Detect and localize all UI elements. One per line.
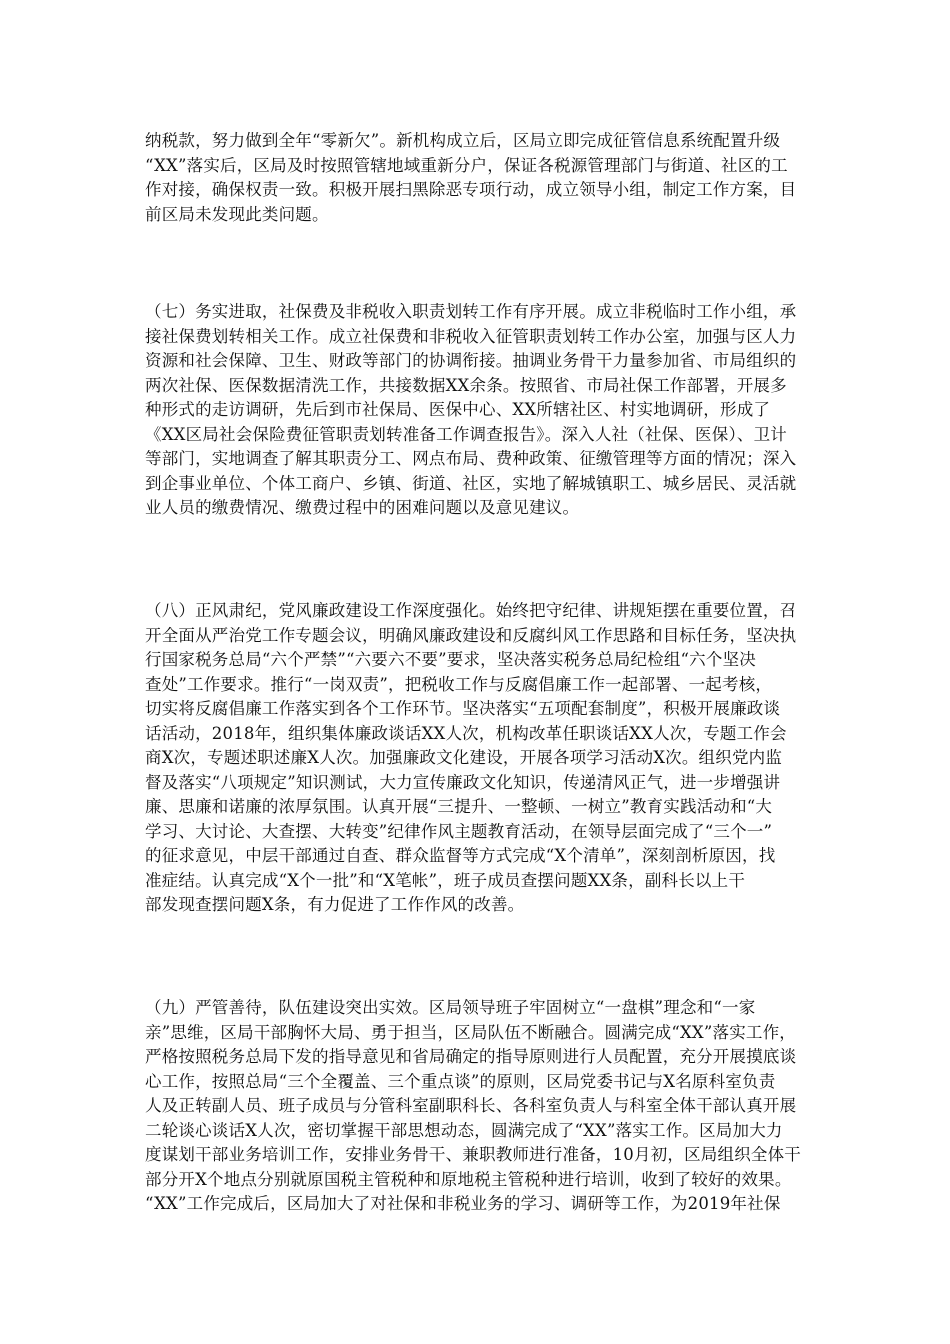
text-line: 《XX区局社会保险费征管职责划转准备工作调查报告》。深入人社（社保、医保）、卫计 bbox=[145, 424, 787, 444]
text-line: 纳税款，努力做到全年“零新欠”。新机构成立后，区局立即完成征管信息系统配置升级 bbox=[145, 131, 781, 150]
text-line: 学习、大讨论、大查摆、大转变”纪律作风主题教育活动，在领导层面完成了“三个一” bbox=[145, 821, 773, 841]
text-line: 人及正转副人员、班子成员与分管科室副职科长、各科室负责人与科室全体干部认真开展 bbox=[145, 1096, 797, 1115]
text-line: “XX”工作完成后，区局加大了对社保和非税业务的学习、调研等工作，为2019年社保 bbox=[145, 1194, 781, 1213]
text-line: 开全面从严治党工作专题会议，明确风廉政建设和反腐纠风工作思路和目标任务，坚决执 bbox=[145, 625, 797, 645]
text-line: “XX”落实后，区局及时按照管辖地域重新分户，保证各税源管理部门与街道、社区的工 bbox=[145, 155, 788, 175]
text-line: 行国家税务总局“六个严禁”“六要六不要”要求，坚决落实税务总局纪检组“六个坚决 bbox=[145, 650, 756, 669]
text-line: 商X次，专题述职述廉X人次。加强廉政文化建设，开展各项学习活动X次。组织党内监 bbox=[145, 748, 783, 767]
text-line: 廉、思廉和诺廉的浓厚氛围。认真开展“三提升、一整顿、一树立”教育实践活动和“大 bbox=[145, 797, 773, 816]
text-line: 资源和社会保障、卫生、财政等部门的协调衔接。抽调业务骨干力量参加省、市局组织的 bbox=[145, 351, 797, 370]
text-line: 查处”工作要求。推行“一岗双责”，把税收工作与反腐倡廉工作一起部署、一起考核， bbox=[145, 674, 773, 694]
text-line: 到企事业单位、个体工商户、乡镇、街道、社区，实地了解城镇职工、城乡居民、灵活就 bbox=[145, 473, 797, 493]
text-line: 二轮谈心谈话X人次，密切掌握干部思想动态，圆满完成了“XX”落实工作。区局加大力 bbox=[145, 1120, 783, 1140]
section-heading-line: （九）严管善待，队伍建设突出实效。区局领导班子牢固树立“一盘棋”理念和“一家 bbox=[145, 998, 756, 1017]
text-line: 接社保费划转相关工作。成立社保费和非税收入征管职责划转工作办公室，加强与区人力 bbox=[145, 326, 797, 346]
text-line: 准症结。认真完成“X个一批”和“X笔帐”，班子成员查摆问题XX条，副科长以上干 bbox=[145, 870, 746, 890]
text-line: 两次社保、医保数据清洗工作，共接数据XX余条。按照省、市局社保工作部署，开展多 bbox=[145, 375, 787, 395]
text-line: 的征求意见，中层干部通过自查、群众监督等方式完成“X个清单”，深刻剖析原因，找 bbox=[145, 846, 776, 865]
text-line: 业人员的缴费情况、缴费过程中的困难问题以及意见建议。 bbox=[145, 498, 580, 517]
text-line: 前区局未发现此类问题。 bbox=[145, 204, 329, 224]
text-line: 作对接，确保权责一致。积极开展扫黑除恶专项行动，成立领导小组，制定工作方案，目 bbox=[145, 180, 797, 199]
text-line: 等部门，实地调查了解其职责分工、网点布局、费种政策、征缴管理等方面的情况；深入 bbox=[145, 449, 797, 468]
paragraph-section-9 bbox=[145, 996, 807, 1217]
text-line: 部发现查摆问题X条，有力促进了工作作风的改善。 bbox=[145, 895, 525, 914]
section-heading-line: （八）正风肃纪，党风廉政建设工作深度强化。始终把守纪律、讲规矩摆在重要位置，召 bbox=[145, 601, 797, 620]
text-line: 亲”思维，区局干部胸怀大局、勇于担当，区局队伍不断融合。圆满完成“XX”落实工作， bbox=[145, 1022, 796, 1042]
paragraph-section-8 bbox=[145, 599, 807, 918]
paragraph-section-7 bbox=[145, 300, 807, 521]
section-heading-line: （七）务实进取，社保费及非税收入职责划转工作有序开展。成立非税临时工作小组，承 bbox=[145, 302, 797, 321]
text-line: 严格按照税务总局下发的指导意见和省局确定的指导原则进行人员配置，充分开展摸底谈 bbox=[145, 1047, 797, 1066]
text-line: 心工作，按照总局“三个全覆盖、三个重点谈”的原则，区局党委书记与X名原科室负责 bbox=[145, 1071, 776, 1091]
text-line: 度谋划干部业务培训工作，安排业务骨干、兼职教师进行准备，10月初，区局组织全体干 bbox=[145, 1145, 801, 1164]
paragraph-intro-continuation bbox=[145, 129, 807, 227]
text-line: 种形式的走访调研，先后到市社保局、医保中心、XX所辖社区、村实地调研，形成了 bbox=[145, 400, 771, 419]
text-line: 话活动，2018年，组织集体廉政谈话XX人次，机构改革任职谈话XX人次，专题工作会 bbox=[145, 723, 787, 743]
text-line: 部分开X个地点分别就原国税主管税种和原地税主管税种进行培训，收到了较好的效果。 bbox=[145, 1169, 792, 1189]
text-line: 切实将反腐倡廉工作落实到各个工作环节。坚决落实“五项配套制度”，积极开展廉政谈 bbox=[145, 699, 781, 718]
text-line: 督及落实“八项规定”知识测试，大力宣传廉政文化知识，传递清风正气，进一步增强讲 bbox=[145, 772, 781, 792]
